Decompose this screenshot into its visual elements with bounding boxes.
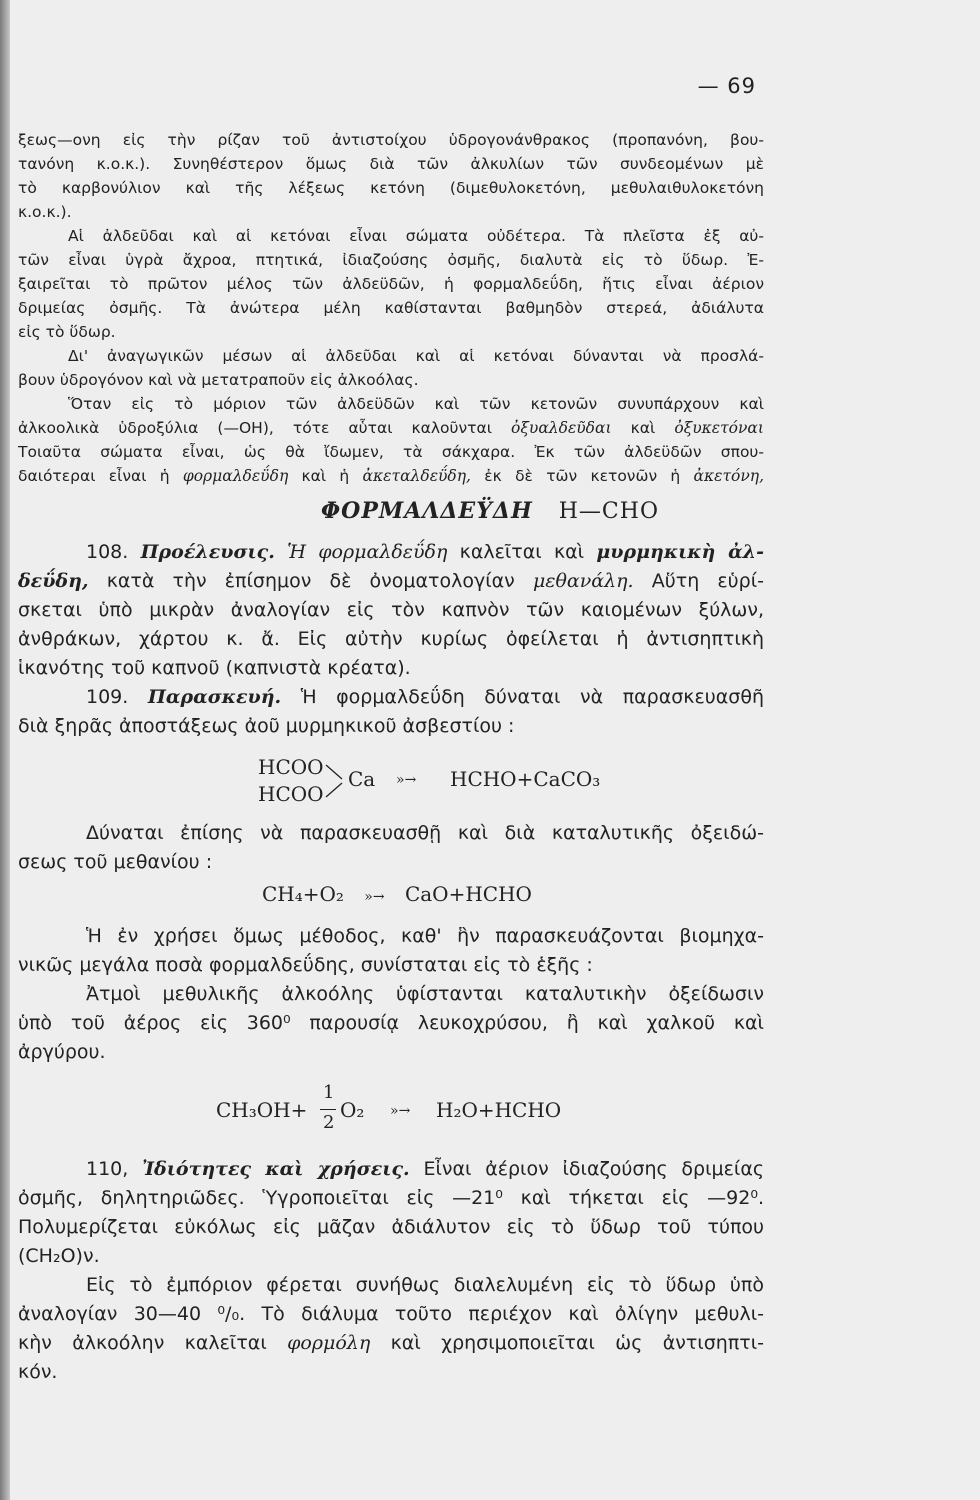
eq-products: CaO+HCHO <box>404 882 532 906</box>
text-line: δριμείας ὀσμῆς. Τὰ ἀνώτερα μέλη καθίστανται βαθμηδὸν στερεά, ἀδιάλυτα <box>18 299 764 317</box>
term-methanal: μεθανάλη. <box>532 570 634 592</box>
text-line: ἀναλογίαν 30—40 ⁰/₀. Τὸ διάλυμα τοῦτο περιέχον καὶ ὀλίγην μεθυλι- <box>18 1303 764 1325</box>
paragraph-heading: Προέλευσις. <box>140 541 275 563</box>
eq-reactants: CH₄+O₂ <box>262 882 344 906</box>
eq-methanol: CH₃OH+ <box>216 1098 308 1122</box>
text-line: ἱκανότης τοῦ καπνοῦ (καπνιστὰ κρέατα). <box>18 657 411 679</box>
eq-fraction-numerator: 1 <box>323 1082 335 1103</box>
paragraph-heading: Παρασκευή. <box>147 686 282 708</box>
text-line: Δι' ἀναγωγικῶν μέσων αἱ ἀλδεῦδαι καὶ αἱ κετόναι δύνανται νὰ προσλά- <box>68 347 764 365</box>
text-line: σεως τοῦ μεθανίου : <box>18 851 213 873</box>
equation-calcium-formate <box>258 755 658 805</box>
text-span: καὶ <box>630 419 656 437</box>
text-line: Ἀτμοὶ μεθυλικῆς ἀλκοόλης ὑφίστανται καταλυτικὴν ὀξείδωσιν <box>86 983 764 1005</box>
eq-oxygen: O₂ <box>340 1098 365 1122</box>
text-line: ἀνθράκων, χάρτου κ. ἄ. Εἰς αὐτὴν κυρίως ὀφείλεται ἡ ἀντισηπτικὴ <box>18 628 764 650</box>
text-span: ἐκ δὲ τῶν κετονῶν ἡ <box>484 467 681 485</box>
text-line: τανόνη κ.ο.κ.). Συνηθέστερον ὅμως διὰ τῶν ἀλκυλίων τῶν συνδεομένων μὲ <box>18 155 764 173</box>
section-heading <box>0 498 980 524</box>
paragraph-heading: Ἰδιότητες καὶ χρήσεις. <box>142 1158 410 1180</box>
text-line: νικῶς μεγάλα ποσὰ φορμαλδεΰδης, συνίσταται εἰς τὸ ἑξῆς : <box>18 954 593 976</box>
eq-fraction-denominator: 2 <box>323 1112 335 1133</box>
eq-formate-top: HCOO <box>258 755 324 779</box>
term-aldehyde: δεΰδη, <box>18 570 89 592</box>
text-line <box>18 683 764 712</box>
text-span: κατὰ τὴν ἐπίσημον δὲ ὀνοματολογίαν <box>106 570 515 592</box>
eq-products: HCHO+CaCO₃ <box>450 767 601 791</box>
text-line <box>18 567 764 596</box>
eq-bracket-lines <box>324 761 346 801</box>
text-line: Εἰς τὸ ἐμπόριον φέρεται συνήθως διαλελυμένη εἰς τὸ ὕδωρ ὑπὸ <box>86 1274 764 1296</box>
term-oxyaldehydes: ὀξυαλδεῦδαι <box>511 419 612 437</box>
page-edge-shadow <box>0 0 10 1500</box>
text-line <box>18 464 764 488</box>
text-line: ὑπὸ τοῦ ἀέρος εἰς 360⁰ παρουσίᾳ λευκοχρύσου, ἢ καὶ χαλκοῦ καὶ <box>18 1012 764 1034</box>
text-line: ξαιρεῖται τὸ πρῶτον μέλος τῶν ἀλδεϋδῶν, ἡ φορμαλδεΰδη, ἥτις εἶναι ἀέριον <box>18 275 764 293</box>
text-span: κὴν ἀλκοόλην καλεῖται <box>18 1332 267 1354</box>
text-span: καὶ ἡ <box>301 467 350 485</box>
text-span: καὶ χρησιμοποιεῖται ὡς ἀντισηπτι- <box>390 1332 764 1354</box>
page-number: — 69 <box>697 74 756 98</box>
text-line: Δύναται ἐπίσης νὰ παρασκευασθῇ καὶ διὰ καταλυτικῆς ὀξειδώ- <box>86 822 764 844</box>
paragraph-number: 109. <box>86 686 129 708</box>
section-title: ΦΟΡΜΑΛΔΕΫΔΗ <box>321 498 533 524</box>
text-line: ὀσμῆς, δηλητηριῶδες. Ὑγροποιεῖται εἰς —21⁰ καὶ τήκεται εἰς —92⁰. <box>18 1187 764 1209</box>
text-line: βουν ὑδρογόνον καὶ νὰ μετατραποῦν εἰς ἀλκοόλας. <box>18 371 419 389</box>
reaction-arrow-icon: »→ <box>364 889 385 905</box>
text-span: Εἶναι ἀέριον ἰδιαζούσης δριμείας <box>423 1158 764 1180</box>
equation-methanol-oxidation <box>216 1082 616 1142</box>
equation-methane-oxidation <box>262 882 532 906</box>
text-span: καλεῖται καὶ <box>459 541 585 563</box>
text-line: τῶν εἶναι ὑγρὰ ἄχροα, πτητικά, ἰδιαζούσης ὀσμῆς, διαλυτὰ εἰς τὸ ὕδωρ. Ἐ- <box>18 251 764 269</box>
text-line <box>18 416 764 440</box>
term-oxyketones: ὀξυκετόναι <box>674 419 764 437</box>
term-acetaldehyde: ἀκεταλδεΰδη, <box>362 467 471 485</box>
text-line <box>18 1155 764 1184</box>
paragraph-number: 110, <box>86 1158 129 1180</box>
text-line: διὰ ξηρᾶς ἀποστάξεως ἀοῦ μυρμηκικοῦ ἀσβεστίου : <box>18 715 515 737</box>
text-span: ἀλκοολικὰ ὑδροξύλια (—OH), τότε αὗται καλοῦνται <box>18 419 492 437</box>
eq-calcium: Ca <box>348 767 376 791</box>
text-line: Τοιαῦτα σώματα εἶναι, ὡς θὰ ἴδωμεν, τὰ σάκχαρα. Ἐκ τῶν ἀλδεϋδῶν σπου- <box>18 443 764 461</box>
text-span: Ἡ φορμαλδεΰδη δύναται νὰ παρασκευασθῆ <box>300 686 764 708</box>
term-acetone: ἀκετόνη, <box>693 467 764 485</box>
paragraph-number: 108. <box>86 541 129 563</box>
text-line: τὸ καρβονύλιον καὶ τῆς λέξεως κετόνη (διμεθυλοκετόνη, μεθυλαιθυλοκετόνη <box>18 179 764 197</box>
text-line: Πολυμερίζεται εὐκόλως εἰς μᾶζαν ἀδιάλυτον εἰς τὸ ὕδωρ τοῦ τύπου <box>18 1216 764 1238</box>
term-formaldehyde: Ἡ φορμαλδεΰδη <box>287 541 448 563</box>
text-line: Ὅταν εἰς τὸ μόριον τῶν ἀλδεϋδῶν καὶ τῶν κετονῶν συνυπάρχουν καὶ <box>68 395 764 413</box>
text-line <box>18 538 764 567</box>
text-line: Ἡ ἐν χρήσει ὅμως μέθοδος, καθ' ἣν παρασκευάζονται βιομηχα- <box>86 925 764 947</box>
reaction-arrow-icon: »→ <box>396 772 417 788</box>
fraction-bar <box>320 1109 336 1110</box>
term-formaldehyde: φορμαλδεΰδη <box>182 467 289 485</box>
reaction-arrow-icon: »→ <box>390 1103 411 1119</box>
text-line: Αἱ ἀλδεῦδαι καὶ αἱ κετόναι εἶναι σώματα οὐδέτερα. Τὰ πλεῖστα ἐξ αὐ- <box>68 227 764 245</box>
eq-products: H₂O+HCHO <box>436 1098 562 1122</box>
text-line: ἀργύρου. <box>18 1041 106 1063</box>
text-line: σκεται ὑπὸ μικρὰν ἀναλογίαν εἰς τὸν καπνὸν τῶν καιομένων ξύλων, <box>18 599 764 621</box>
text-span: δαιότεραι εἶναι ἡ <box>18 467 170 485</box>
section-formula: H—CHO <box>558 499 659 524</box>
text-line <box>18 1329 764 1358</box>
text-line: κ.ο.κ.). <box>18 203 72 221</box>
eq-formate-bottom: HCOO <box>258 782 324 806</box>
text-line: κόν. <box>18 1361 58 1383</box>
term-formic-aldehyde: μυρμηκικὴ ἀλ- <box>596 541 764 563</box>
text-line: εἰς τὸ ὕδωρ. <box>18 323 116 341</box>
text-span: Αὕτη εὑρί- <box>651 570 764 592</box>
text-line: ξεως—ονη εἰς τὴν ρίζαν τοῦ ἀντιστοίχου ὑδρογονάνθρακος (προπανόνη, βου- <box>18 131 764 149</box>
term-formol: φορμόλη <box>287 1332 371 1354</box>
text-line: (CH₂O)ν. <box>18 1245 100 1267</box>
